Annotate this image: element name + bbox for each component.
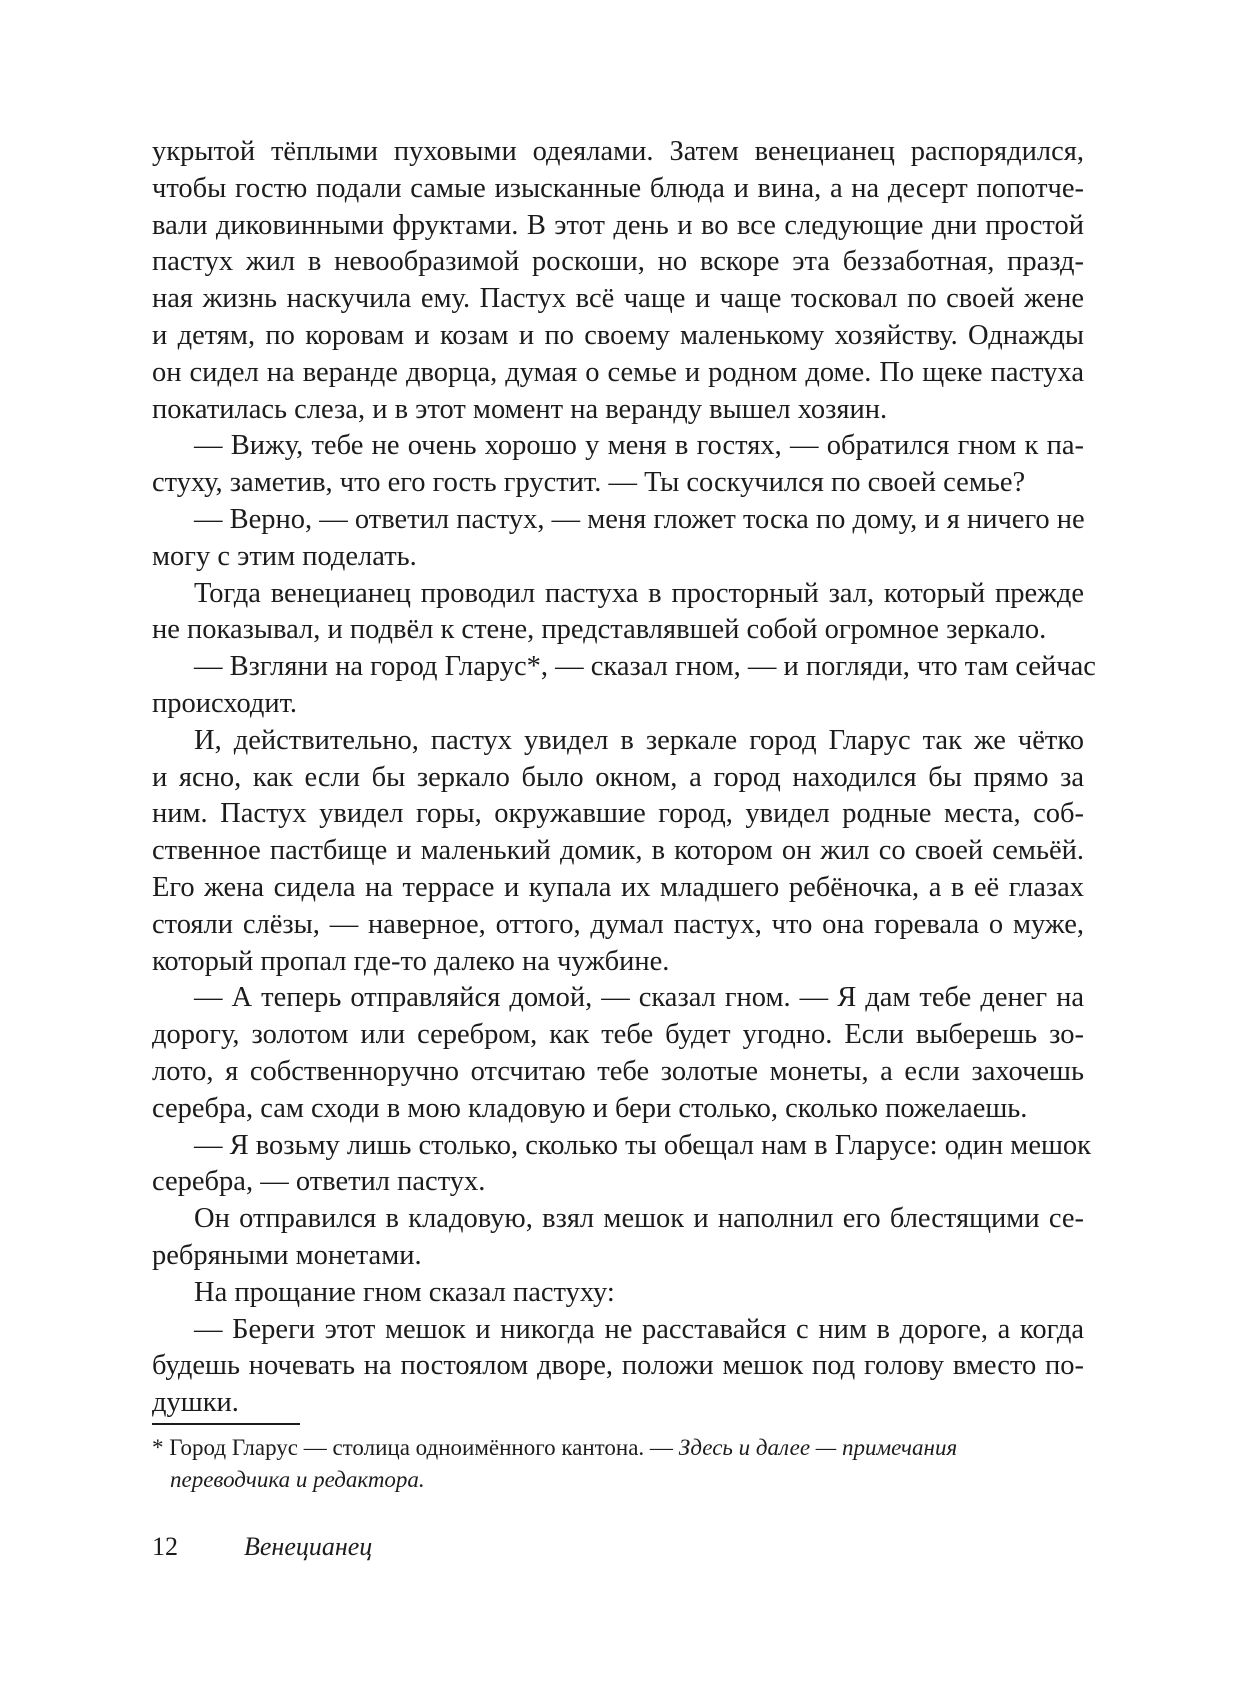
paragraph <box>152 1275 1084 1312</box>
text-line: происходит. <box>152 687 298 719</box>
text-line: чтобы гостю подали самые изысканные блюда и вина, а на десерт попотче- <box>152 172 1084 204</box>
footnote-line-1 <box>152 1432 1084 1464</box>
text-line: Его жена сидела на террасе и купала их младшего ребёночка, а в её глазах <box>152 871 1084 903</box>
text-line: покатилась слеза, и в этот момент на веранду вышел хозяин. <box>152 393 888 425</box>
text-line: — А теперь отправляйся домой, — сказал гном. — Я дам тебе денег на <box>194 982 1084 1014</box>
text-line: — Верно, — ответил пастух, — меня гложет тоска по дому, и я ничего не <box>194 503 1085 535</box>
text-line: укрытой тёплыми пуховыми одеялами. Затем венецианец распорядился, <box>152 136 1084 167</box>
footnote-italic-text: Здесь и далее — примечания <box>678 1435 958 1460</box>
text-line: — Вижу, тебе не очень хорошо у меня в гостях, — обратился гном к па- <box>194 430 1084 462</box>
text-line: серебра, — ответил пастух. <box>152 1166 486 1198</box>
text-line: — Взгляни на город Гларус*, — сказал гном, — и погляди, что там сейчас <box>194 651 1096 683</box>
paragraph <box>152 980 1084 1127</box>
paragraph <box>152 502 1084 576</box>
text-line: душки. <box>152 1387 239 1419</box>
text-line: Тогда венецианец проводил пастуха в просторный зал, который прежде <box>194 577 1084 609</box>
text-line: На прощание гном сказал пастуху: <box>194 1276 615 1308</box>
text-line: ственное пастбище и маленький домик, в котором он жил со своей семьёй. <box>152 835 1084 867</box>
text-line: стояли слёзы, — наверное, оттого, думал пастух, что она горевала о муже, <box>152 908 1084 940</box>
text-line: который пропал где-то далеко на чужбине. <box>152 945 670 977</box>
paragraph <box>152 428 1084 502</box>
text-line: — Береги этот мешок и никогда не расставайся с ним в дороге, а когда <box>194 1313 1084 1345</box>
text-line: И, действительно, пастух увидел в зеркале город Гларус так же чётко <box>194 724 1084 756</box>
paragraph <box>152 1128 1092 1202</box>
running-title: Венецианец <box>244 1532 373 1561</box>
text-line: будешь ночевать на постоялом дворе, положи мешок под голову вместо по- <box>152 1350 1084 1382</box>
footnote-marker: * <box>152 1435 164 1460</box>
text-line: он сидел на веранде дворца, думая о семье и родном доме. По щеке пастуха <box>152 356 1084 388</box>
page-footer <box>152 1531 372 1563</box>
text-line: Он отправился в кладовую, взял мешок и наполнил его блестящими се- <box>194 1203 1084 1235</box>
text-line: не показывал, и подвёл к стене, представлявшей собой огромное зеркало. <box>152 614 1047 646</box>
footnote-text: Город Гларус — столица одноимённого кантона. — <box>169 1435 673 1460</box>
paragraph <box>152 1312 1084 1422</box>
text-line: серебра, сам сходи в мою кладовую и бери столько, сколько пожелаешь. <box>152 1092 1028 1124</box>
text-line: вали диковинными фруктами. В этот день и во все следующие дни простой <box>152 209 1084 241</box>
text-line: и детям, по коровам и козам и по своему маленькому хозяйству. Однажды <box>152 319 1084 351</box>
text-line: ребряными монетами. <box>152 1239 422 1271</box>
paragraph <box>152 723 1084 981</box>
text-line: могу с этим поделать. <box>152 540 417 572</box>
paragraph <box>152 649 1096 723</box>
footnote-line-2 <box>152 1464 1084 1496</box>
paragraph <box>152 134 1084 428</box>
text-line: ним. Пастух увидел горы, окружавшие город, увидел родные места, соб- <box>152 798 1084 830</box>
footnote <box>152 1432 1084 1496</box>
paragraph <box>152 1201 1084 1275</box>
main-text <box>152 134 1096 1422</box>
text-line: — Я возьму лишь столько, сколько ты обещал нам в Гларусе: один мешок <box>194 1129 1092 1161</box>
page-number: 12 <box>152 1532 178 1561</box>
text-line: стуху, заметив, что его гость грустит. — Ты соскучился по своей семье? <box>152 467 1026 499</box>
text-line: лото, я собственноручно отсчитаю тебе золотые монеты, а если захочешь <box>152 1055 1084 1087</box>
text-line: дорогу, золотом или серебром, как тебе будет угодно. Если выберешь зо- <box>152 1019 1084 1051</box>
footnote-italic-continuation: переводчика и редактора. <box>170 1467 425 1492</box>
footnote-divider <box>152 1423 300 1425</box>
text-line: и ясно, как если бы зеркало было окном, а город находился бы прямо за <box>152 761 1084 793</box>
text-line: пастух жил в невообразимой роскоши, но вскоре эта беззаботная, празд- <box>152 246 1084 278</box>
paragraph <box>152 576 1084 650</box>
text-line: ная жизнь наскучила ему. Пастух всё чаще и чаще тосковал по своей жене <box>152 283 1084 315</box>
